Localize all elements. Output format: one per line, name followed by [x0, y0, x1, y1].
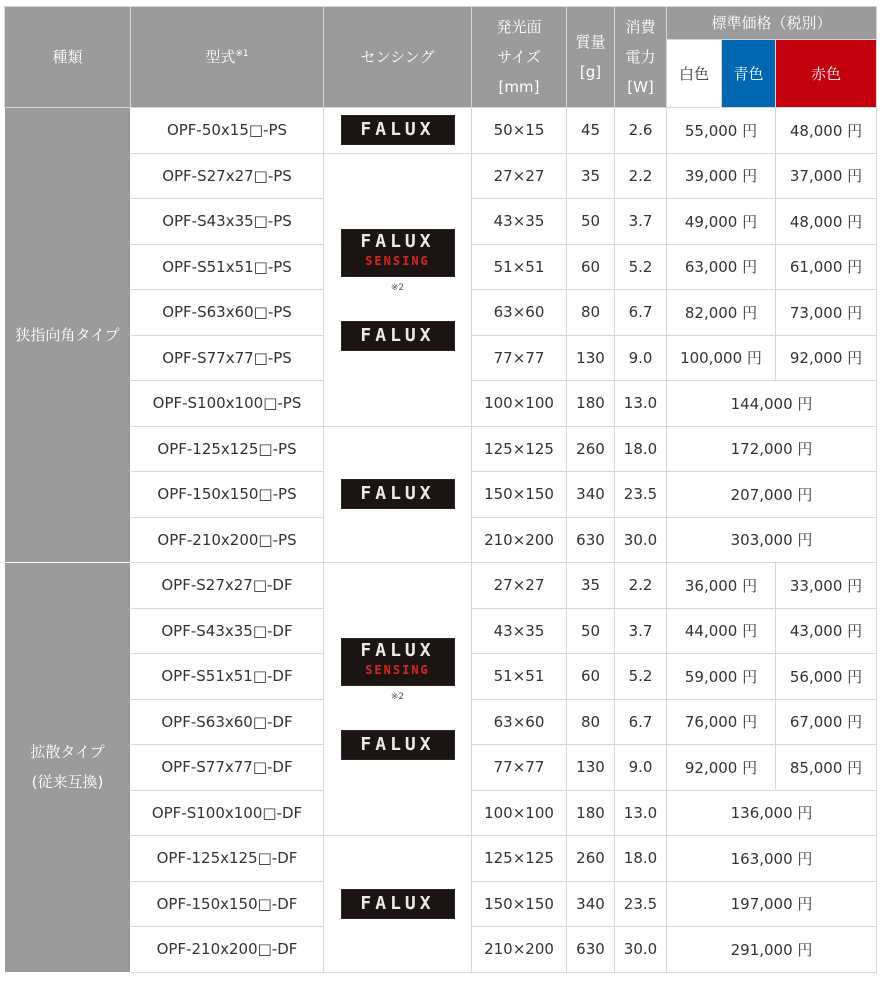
header-mass: 質量 [g] [567, 7, 615, 108]
falux-logo-text: FALUX [360, 230, 435, 252]
price-cell-red: 67,000 円 [776, 699, 877, 745]
model-cell: OPF-S63x60□-PS [131, 290, 324, 336]
power-cell: 23.5 [615, 472, 667, 518]
price-cell-red: 37,000 円 [776, 153, 877, 199]
table-body [5, 108, 877, 973]
size-cell: 77×77 [472, 335, 567, 381]
category-subname: (従来互換) [31, 773, 104, 792]
sensing-logo-group [324, 638, 471, 760]
table-row [5, 153, 877, 199]
size-cell: 150×150 [472, 881, 567, 927]
mass-cell: 180 [567, 381, 615, 427]
model-cell: OPF-S63x60□-DF [131, 699, 324, 745]
header-kind: 種類 [5, 7, 131, 108]
mass-cell: 50 [567, 199, 615, 245]
price-cell-white-blue: 44,000 円 [667, 608, 776, 654]
size-cell: 51×51 [472, 244, 567, 290]
mass-cell: 80 [567, 290, 615, 336]
price-cell-all-colors: 172,000 円 [667, 426, 877, 472]
power-cell: 13.0 [615, 381, 667, 427]
price-cell-red: 73,000 円 [776, 290, 877, 336]
falux-logo-text: FALUX [360, 734, 435, 755]
price-cell-white-blue: 63,000 円 [667, 244, 776, 290]
price-cell-white-blue: 55,000 円 [667, 108, 776, 154]
size-cell: 125×125 [472, 426, 567, 472]
sensing-logo-text: SENSING [365, 663, 430, 677]
price-cell-red: 56,000 円 [776, 654, 877, 700]
model-cell: OPF-S51x51□-PS [131, 244, 324, 290]
power-cell: 2.2 [615, 153, 667, 199]
model-cell: OPF-125x125□-PS [131, 426, 324, 472]
price-cell-all-colors: 144,000 円 [667, 381, 877, 427]
price-table-wrapper [4, 6, 877, 973]
header-sensing: センシング [324, 7, 472, 108]
table-row [5, 836, 877, 882]
mass-cell: 180 [567, 790, 615, 836]
price-cell-white-blue: 92,000 円 [667, 745, 776, 791]
category-cell [5, 563, 131, 973]
size-cell: 63×60 [472, 699, 567, 745]
falux-sensing-logo [341, 229, 455, 277]
mass-cell: 130 [567, 335, 615, 381]
price-cell-white-blue: 36,000 円 [667, 563, 776, 609]
table-header [5, 7, 877, 108]
mass-cell: 35 [567, 563, 615, 609]
table-row [5, 426, 877, 472]
sensing-cell [324, 426, 472, 563]
mass-cell: 60 [567, 654, 615, 700]
mass-cell: 630 [567, 927, 615, 973]
model-cell: OPF-S51x51□-DF [131, 654, 324, 700]
size-cell: 51×51 [472, 654, 567, 700]
header-color-red: 赤色 [776, 40, 877, 108]
power-cell: 3.7 [615, 199, 667, 245]
power-cell: 5.2 [615, 244, 667, 290]
power-cell: 6.7 [615, 290, 667, 336]
power-cell: 30.0 [615, 517, 667, 563]
falux-logo [341, 115, 455, 145]
size-cell: 210×200 [472, 927, 567, 973]
price-cell-all-colors: 163,000 円 [667, 836, 877, 882]
size-cell: 43×35 [472, 199, 567, 245]
mass-cell: 340 [567, 472, 615, 518]
power-cell: 2.2 [615, 563, 667, 609]
price-cell-white-blue: 100,000 円 [667, 335, 776, 381]
model-cell: OPF-S27x27□-PS [131, 153, 324, 199]
power-cell: 9.0 [615, 745, 667, 791]
model-cell: OPF-S100x100□-DF [131, 790, 324, 836]
falux-logo-text: FALUX [360, 483, 435, 505]
price-cell-white-blue: 49,000 円 [667, 199, 776, 245]
header-model-label: 型式 [205, 48, 236, 66]
price-table [4, 6, 877, 973]
price-cell-white-blue: 82,000 円 [667, 290, 776, 336]
model-cell: OPF-S27x27□-DF [131, 563, 324, 609]
model-cell: OPF-S100x100□-PS [131, 381, 324, 427]
size-cell: 27×27 [472, 563, 567, 609]
price-cell-white-blue: 39,000 円 [667, 153, 776, 199]
mass-cell: 80 [567, 699, 615, 745]
size-cell: 63×60 [472, 290, 567, 336]
header-price: 標準価格（税別） [667, 7, 877, 40]
falux-logo-text: FALUX [360, 324, 435, 346]
falux-logo [341, 479, 455, 509]
model-cell: OPF-S43x35□-PS [131, 199, 324, 245]
sensing-cell [324, 836, 472, 973]
sensing-cell [324, 563, 472, 836]
price-cell-red: 85,000 円 [776, 745, 877, 791]
mass-cell: 130 [567, 745, 615, 791]
category-name: 拡散タイプ [30, 743, 105, 762]
header-model-note: ※1 [235, 49, 249, 59]
falux-logo [341, 730, 455, 760]
price-cell-red: 48,000 円 [776, 199, 877, 245]
price-cell-all-colors: 197,000 円 [667, 881, 877, 927]
category-name: 狭指向角タイプ [15, 326, 120, 344]
mass-cell: 260 [567, 836, 615, 882]
size-cell: 100×100 [472, 790, 567, 836]
table-row [5, 108, 877, 154]
mass-cell: 50 [567, 608, 615, 654]
price-cell-all-colors: 291,000 円 [667, 927, 877, 973]
header-model [131, 7, 324, 108]
model-cell: OPF-125x125□-DF [131, 836, 324, 882]
power-cell: 13.0 [615, 790, 667, 836]
header-color-blue: 青色 [722, 40, 776, 108]
size-cell: 150×150 [472, 472, 567, 518]
model-cell: OPF-50x15□-PS [131, 108, 324, 154]
mass-cell: 260 [567, 426, 615, 472]
price-cell-red: 33,000 円 [776, 563, 877, 609]
power-cell: 18.0 [615, 836, 667, 882]
falux-logo-text: FALUX [360, 640, 435, 661]
table-row [5, 563, 877, 609]
mass-cell: 630 [567, 517, 615, 563]
mass-cell: 35 [567, 153, 615, 199]
size-cell: 27×27 [472, 153, 567, 199]
model-cell: OPF-210x200□-PS [131, 517, 324, 563]
sensing-cell [324, 153, 472, 426]
mass-cell: 60 [567, 244, 615, 290]
header-color-white: 白色 [667, 40, 722, 108]
price-cell-white-blue: 59,000 円 [667, 654, 776, 700]
header-area: 発光面 サイズ [mm] [472, 7, 567, 108]
power-cell: 5.2 [615, 654, 667, 700]
mass-cell: 340 [567, 881, 615, 927]
model-cell: OPF-150x150□-DF [131, 881, 324, 927]
size-cell: 43×35 [472, 608, 567, 654]
model-cell: OPF-S43x35□-DF [131, 608, 324, 654]
category-cell [5, 108, 131, 563]
power-cell: 23.5 [615, 881, 667, 927]
price-cell-red: 48,000 円 [776, 108, 877, 154]
falux-logo [341, 321, 455, 351]
power-cell: 18.0 [615, 426, 667, 472]
mass-cell: 45 [567, 108, 615, 154]
model-cell: OPF-S77x77□-PS [131, 335, 324, 381]
sensing-note: ※2 [390, 692, 405, 702]
falux-logo [341, 889, 455, 919]
falux-sensing-logo [341, 638, 455, 686]
price-cell-all-colors: 207,000 円 [667, 472, 877, 518]
price-cell-red: 61,000 円 [776, 244, 877, 290]
power-cell: 30.0 [615, 927, 667, 973]
price-cell-white-blue: 76,000 円 [667, 699, 776, 745]
falux-logo-text: FALUX [360, 892, 435, 914]
power-cell: 6.7 [615, 699, 667, 745]
model-cell: OPF-S77x77□-DF [131, 745, 324, 791]
sensing-logo-group [324, 229, 471, 351]
price-cell-all-colors: 136,000 円 [667, 790, 877, 836]
sensing-cell [324, 108, 472, 154]
sensing-note: ※2 [390, 282, 405, 293]
size-cell: 77×77 [472, 745, 567, 791]
size-cell: 100×100 [472, 381, 567, 427]
price-cell-all-colors: 303,000 円 [667, 517, 877, 563]
model-cell: OPF-210x200□-DF [131, 927, 324, 973]
power-cell: 2.6 [615, 108, 667, 154]
power-cell: 3.7 [615, 608, 667, 654]
size-cell: 50×15 [472, 108, 567, 154]
sensing-logo-text: SENSING [365, 253, 430, 268]
price-cell-red: 92,000 円 [776, 335, 877, 381]
price-cell-red: 43,000 円 [776, 608, 877, 654]
falux-logo-text: FALUX [360, 119, 435, 141]
size-cell: 125×125 [472, 836, 567, 882]
size-cell: 210×200 [472, 517, 567, 563]
header-power: 消費 電力 [W] [615, 7, 667, 108]
model-cell: OPF-150x150□-PS [131, 472, 324, 518]
power-cell: 9.0 [615, 335, 667, 381]
